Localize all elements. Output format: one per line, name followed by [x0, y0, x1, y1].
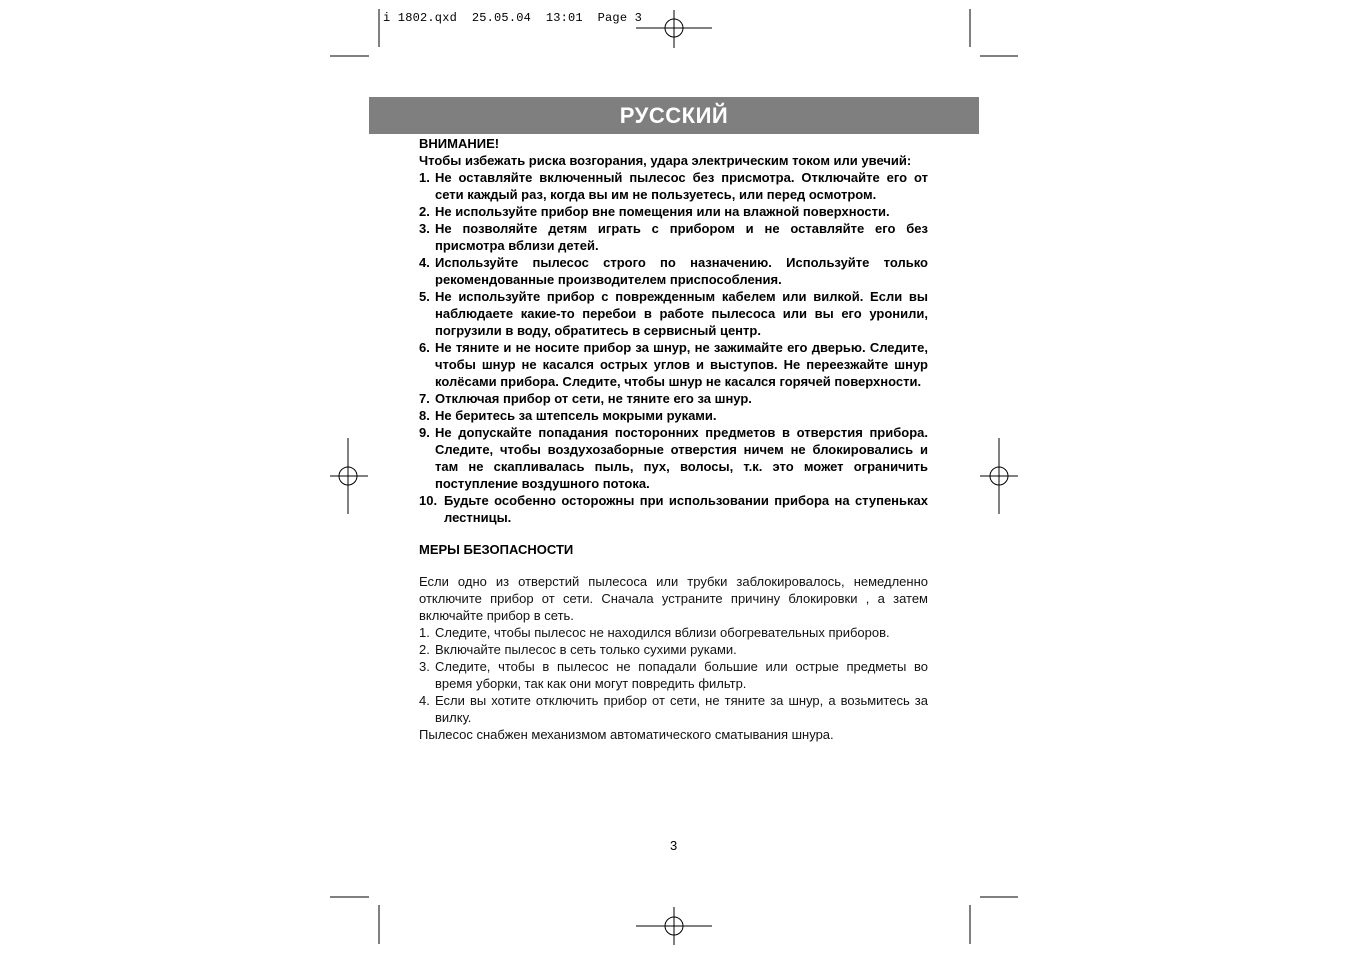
- list-item-number: 10.: [419, 493, 438, 508]
- print-slug: i 1802.qxd 25.05.04 13:01 Page 3: [383, 11, 643, 25]
- list-item: [419, 339, 928, 390]
- list-item-number: 5.: [419, 289, 430, 304]
- list-item-number: 2.: [419, 642, 430, 657]
- list-item-text: Если вы хотите отключить прибор от сети, не тяните за шнур, а возьмитесь за вилку.: [435, 693, 928, 725]
- warning-intro: Чтобы избежать риска возгорания, удара электрическим током или увечий:: [419, 153, 912, 168]
- list-item-text: Не беритесь за штепсель мокрыми руками.: [435, 408, 717, 423]
- list-item: [419, 220, 928, 254]
- registration-mark-bottom: [636, 907, 712, 945]
- safety-intro: Если одно из отверстий пылесоса или трубки заблокировалось, немедленно отключите прибор от сети. Сначала устраните причину блокировки , а затем включайте прибор в сеть.: [419, 574, 928, 623]
- list-item-text: Не используйте прибор вне помещения или на влажной поверхности.: [435, 204, 890, 219]
- list-item: [419, 624, 928, 641]
- language-banner: [369, 97, 979, 134]
- list-item: [419, 492, 928, 526]
- list-item: [419, 203, 928, 220]
- registration-mark-right: [980, 438, 1018, 514]
- list-item-number: 1.: [419, 170, 430, 185]
- list-item-text: Не допускайте попадания посторонних предметов в отверстия прибора. Следите, чтобы воздухозаборные отверстия ничем не блокировались и там не скапливалась пыль, пух, волосы, т.к. это может ограничить поступление воздушного потока.: [435, 425, 928, 491]
- safety-heading: МЕРЫ БЕЗОПАСНОСТИ: [419, 542, 574, 557]
- list-item-number: 2.: [419, 204, 430, 219]
- list-item-number: 3.: [419, 659, 430, 674]
- list-item: [419, 692, 928, 726]
- list-item-number: 9.: [419, 425, 430, 440]
- safety-closing: Пылесос снабжен механизмом автоматического сматывания шнура.: [419, 727, 834, 742]
- page-number: 3: [670, 838, 678, 853]
- list-item-number: 3.: [419, 221, 430, 236]
- list-item-number: 4.: [419, 255, 430, 270]
- list-item-text: Не оставляйте включенный пылесос без присмотра. Отключайте его от сети каждый раз, когда вы им не пользуетесь, или перед осмотром.: [435, 170, 928, 202]
- list-item-text: Используйте пылесос строго по назначению. Используйте только рекомендованные производителем приспособления.: [435, 255, 928, 287]
- warning-heading: ВНИМАНИЕ!: [419, 136, 500, 151]
- list-item-number: 8.: [419, 408, 430, 423]
- list-item: [419, 658, 928, 692]
- warning-list: [419, 169, 928, 526]
- list-item: [419, 407, 928, 424]
- list-item-text: Следите, чтобы в пылесос не попадали большие или острые предметы во время уборки, так как они могут повредить фильтр.: [435, 659, 928, 691]
- page-content: [419, 135, 928, 743]
- list-item-number: 7.: [419, 391, 430, 406]
- list-item-text: Следите, чтобы пылесос не находился вблизи обогревательных приборов.: [435, 625, 890, 640]
- list-item: [419, 424, 928, 492]
- registration-mark-left: [330, 438, 368, 514]
- list-item-number: 4.: [419, 693, 430, 708]
- list-item-text: Не позволяйте детям играть с прибором и не оставляйте его без присмотра вблизи детей.: [435, 221, 928, 253]
- list-item-text: Включайте пылесос в сеть только сухими руками.: [435, 642, 737, 657]
- list-item: [419, 254, 928, 288]
- list-item-number: 1.: [419, 625, 430, 640]
- list-item: [419, 390, 928, 407]
- registration-mark-top: [636, 10, 712, 48]
- list-item-text: Не используйте прибор с поврежденным кабелем или вилкой. Если вы наблюдаете какие-то перебои в работе пылесоса или вы его уронили, погрузили в воду, обратитесь в сервисный центр.: [435, 289, 928, 338]
- list-item: [419, 288, 928, 339]
- list-item: [419, 641, 928, 658]
- list-item: [419, 169, 928, 203]
- list-item-text: Отключая прибор от сети, не тяните его за шнур.: [435, 391, 752, 406]
- list-item-number: 6.: [419, 340, 430, 355]
- safety-list: [419, 624, 928, 726]
- list-item-text: Не тяните и не носите прибор за шнур, не зажимайте его дверью. Следите, чтобы шнур не касался острых углов и выступов. Не переезжайте шнур колёсами прибора. Следите, чтобы шнур не касался горячей поверхности.: [435, 340, 928, 389]
- list-item-text: Будьте особенно осторожны при использовании прибора на ступеньках лестницы.: [444, 493, 928, 525]
- banner-title: РУССКИЙ: [619, 102, 729, 128]
